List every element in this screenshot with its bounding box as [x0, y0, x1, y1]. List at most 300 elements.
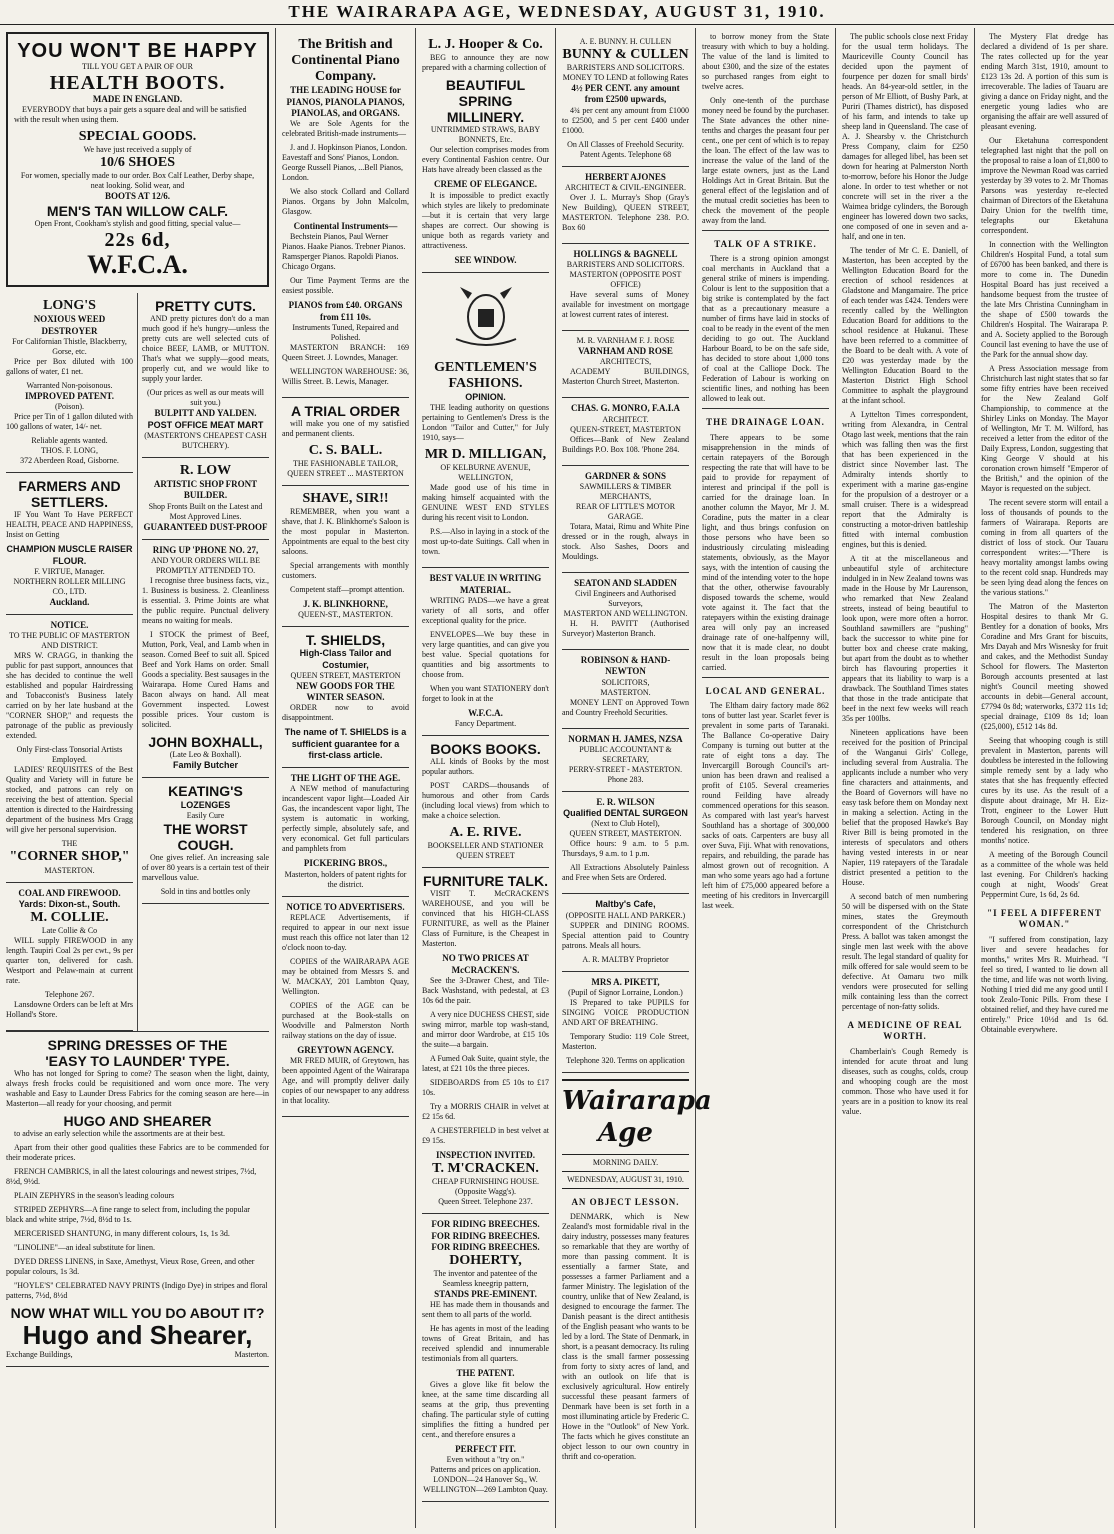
ad-body: AND pretty pictures don't do a man much good if he's hungry—unless the pretty cuts are well selected cuts of choice BEEF, LAMB, or MUTTON. That's what we supply—good meats, properly cut, and we would like to supply your larder.	[142, 314, 269, 384]
ad-body: On All Classes of Freehold Security.	[567, 139, 684, 149]
ad-body: Reliable agents wanted.	[31, 436, 108, 446]
ad-bunny-cullen	[562, 32, 689, 167]
ad-body: Competent staff—prompt attention.	[290, 585, 405, 595]
ad-body: Civil Engineers and Authorised Surveyors,	[575, 589, 676, 609]
ad-headline: GARDNER & SONS	[584, 470, 666, 481]
article-body: Seeing that whooping cough is still prevalent in Masterton, parents will doubtless be interested in the following simple remedy sent by a lady who states that she has frequently effected cures by its use. As the result of a dispute about drainage, Mr H. Eiz-Trott, engineer to the Lower Hutt Borough Council, on Monday night tendered his resignation, on three months' notice.	[981, 736, 1108, 845]
ad-headline: BEAUTIFUL SPRING MILLINERY.	[445, 77, 526, 126]
ad-body: (OPPOSITE HALL AND PARKER.)	[565, 910, 686, 920]
ad-body: J. and J. Hopkinson Pianos, London. Eavestaff and Sons' Pianos, London. George Russell Pianos, ...Bell Pianos, London.	[282, 143, 408, 183]
ad-body: PERRY-STREET - MASTERTON.	[568, 764, 683, 774]
ad-subline: NEW GOODS FOR THE WINTER SEASON.	[296, 680, 395, 703]
article-body: The tender of Mr C. E. Daniell, of Masterton, has been accepted by the Wellington Education Board for the erection of school residences at Gladstone and Mangamaire. The price of each tender was £424. Tenders were recently called by the Wellington Education Board for additions to the school residence at Hukanui. These have been referred to a committee of the Board to be dealt with. A vote of £20 was yesterday made by the Wellington Education Board to the Masterton District High School Committee to asphalt the playground at the infant school.	[842, 246, 968, 405]
ad-headline: HEALTH BOOTS.	[49, 72, 226, 94]
ad-body: FRENCH CAMBRICS, in all the latest colourings and newest stripes, 7½d, 8½d, 9½d.	[6, 1167, 257, 1187]
ad-headline: 'EASY TO LAUNDER' TYPE.	[45, 1053, 230, 1070]
ad-body: Apart from their other good qualities these Fabrics are to be commended for their moderate prices.	[6, 1143, 269, 1163]
ad-subline: NO TWO PRICES AT McCRACKEN'S.	[442, 953, 529, 975]
ad-body: F. VIRTUE, Manager.	[34, 566, 105, 576]
ad-writing-material	[422, 568, 549, 736]
ad-maltby	[562, 894, 689, 971]
ad-body: BOOKSELLER AND STATIONER	[427, 841, 544, 851]
ad-headline: Maltby's Cafe,	[595, 899, 656, 910]
column-1	[0, 28, 276, 1528]
ad-notice-advertisers	[282, 897, 409, 1118]
ad-headline: MR D. MILLIGAN,	[424, 447, 547, 463]
ad-body: MONEY TO LEND at following Rates	[562, 73, 689, 83]
ad-body: Telephone 267.	[44, 990, 95, 1000]
article-body: to borrow money from the State treasury with which to buy a holding. The value of the land is limited to about £300, and the size of the estates so purchased ranges from eight to twelve acres.	[702, 32, 829, 91]
article-title: AN OBJECT LESSON.	[571, 1196, 680, 1207]
ad-body: ORDER now to avoid disappointment.	[282, 703, 409, 723]
ad-body: Price per Box diluted with 100 gallons of water, £1 net.	[6, 356, 133, 376]
ad-body: IF You Want To Have PERFECT HEALTH, PEACE AND HAPPINESS, Insist on Getting	[6, 510, 133, 540]
ad-body: Try a MORRIS CHAIR in velvet at £2 15s 6d.	[422, 1101, 549, 1121]
ad-body: MASTERTON BRANCH: 169 Queen Street. J. Lowndes, Manager.	[282, 342, 409, 362]
ad-body: Made good use of his time in making himself acquainted with the GENUINE WEST END STYLES during his recent visit to London.	[422, 483, 549, 523]
ad-body: BARRISTERS AND SOLICITORS.	[566, 63, 685, 73]
ad-headline: E. R. WILSON	[596, 796, 655, 807]
ad-headline: The British and Continental Piano Company.	[291, 37, 400, 85]
ad-subline: STANDS PRE-EMINENT.	[434, 1289, 537, 1300]
ad-james	[562, 729, 689, 792]
ad-body: ARCHITECT.	[602, 414, 649, 424]
ad-body: VISIT T. McCRACKEN'S WAREHOUSE, and you will be convinced that his HIGH-CLASS FURNITURE, as well as the Plainer Class of Furniture, is the Cheapest in Masterton.	[422, 889, 549, 949]
ad-shave	[282, 486, 409, 627]
ad-headline: BOOKS BOOKS.	[430, 741, 541, 758]
ad-body: Fancy Department.	[454, 719, 517, 729]
ad-ring-up	[142, 540, 269, 779]
ad-piano	[282, 32, 409, 398]
article-body: Nineteen applications have been received for the position of Principal of the Wanganui Girls' College, including several from Australia. The applicants include a number who very fine characters and attainments, and the Board of Governors will have no easy task before them on Monday next in making a selection. Acting in the belief that the proposed Hawke's Bay River Bill is being promoted in the interests of speculators and others having vested interests in or near Napier, 119 ratepayers of the Taradale district presented a petition to the House.	[842, 728, 968, 887]
ad-body: HE has made them in thousands and sent them to all parts of the world.	[422, 1300, 549, 1320]
article-body: The Matron of the Masterton Hospital desires to thank Mr G. Bentley for a donation of books, Mrs Coradine and Mrs Grant for biscuits, Mrs Dayah and Mrs Wisnesky for fruit and cakes, and the Methodist Sunday School for flowers. The Masterton Borough accounts presented at last night's Council meeting showed accounts in debit—General account, £7794 0s 8d; waterworks, £372 11s 1d; special drainage, £109 8s 1d; loan (£25,000), £512 14s 8d.	[981, 602, 1108, 731]
ad-subline: POST OFFICE MEAT MART	[147, 419, 264, 430]
ad-subline: AND YOUR ORDERS WILL BE PROMPTLY ATTENDED TO.	[150, 556, 261, 576]
ad-spring-dresses	[6, 1031, 269, 1367]
ad-body: COPIES of the WAIRARAPA AGE may be obtained from Messrs S. and W. MACKAY, 201 Lambton Quay, Wellington.	[282, 956, 409, 996]
article-title: A MEDICINE OF REAL WORTH.	[847, 1020, 963, 1042]
ad-pretty-cuts	[142, 293, 269, 458]
ad-coal	[6, 883, 133, 1032]
ad-body: A. E. BUNNY. H. CULLEN	[579, 37, 672, 46]
newspaper-flag: Wairarapa Age	[562, 1079, 689, 1155]
ad-body: WILL supply FIREWOOD in any length. Taupiri Coal 2s per cwt., 9s per quarter ton, delivered for cash. Westport and Pelaw-main at current rate.	[6, 936, 133, 986]
ad-headline: M. COLLIE.	[30, 910, 109, 925]
ad-body: ARCHITECTS,	[599, 357, 652, 367]
ad-subline: GUARANTEED DUST-PROOF	[143, 521, 268, 532]
article-title: THE DRAINAGE LOAN.	[706, 417, 825, 428]
ad-hollings	[562, 244, 689, 331]
ad-body: I recognise three business facts, viz., 1. Business is business. 2. Cleanliness is essential. 3. Prime Joints are what the public require. Punctual delivery means no waiting for meals.	[142, 576, 269, 626]
ad-body: Totara, Matai, Rimu and White Pine dressed or in the rough, always in stock. Also Sashes, Doors and Mouldings.	[562, 521, 689, 561]
ad-body: QUEEN STREET	[456, 851, 515, 861]
ad-subline: SEE WINDOW.	[454, 254, 517, 265]
article-body: In connection with the Wellington Children's Hospital Fund, a total sum of £6700 has been banked, and there is more to come in. The Dunedin Hospital Board has just received a handsome bequest from the trustee of the late Mrs Christina Cunningham in the shape of £500 towards the Children's Hospital. The Wairarapa P. and A. Society applied to the Borough Council last evening to have the use of the Park for the annual show day.	[981, 240, 1108, 359]
ad-subline: J. K. BLINKHORNE,	[303, 599, 388, 610]
article-body: The public schools close next Friday for the usual term holidays. The Mauriceville County Council has decided upon the payment of fourpence per dozen for small birds' heads. An 84-year-old settler, in the person of Mr Elliott, of Bushy Park, at Puriri (Thames district), has disposed of his farm, and intends to take up sheep land in Queensland. The case of A. J. Shearsby v. the Christchurch Press Company, claim for £250 damages for alleged libel, has been set down for hearing at Palmerston North to-morrow, before his Honor the Judge alone. In order to test whether or not concrete will set in the river a the Waimea bridge cylinders, the Borough engineer has lowered down two sacks, one composed of one in seven and a-half, and one in ten.	[842, 32, 968, 241]
ad-body: MASTERTON AND WELLINGTON.	[563, 609, 688, 619]
ad-body: Even without a "try on."	[446, 1454, 525, 1464]
ad-body: Lansdowne Orders can be left at Mrs Holland's Store.	[6, 1000, 133, 1020]
ad-headline: VARNHAM AND ROSE	[578, 346, 673, 357]
ad-body: LADIES' REQUISITES of the Best Quality and Variety will in future be stocked, and patrons can rely on receiving the best of attention. Special attention is directed to the Hairdressing department of the business Mrs Cragg will give her personal supervision.	[6, 765, 133, 835]
ad-subline: Qualified DENTAL SURGEON	[563, 808, 688, 819]
ad-body: OF KELBURNE AVENUE, WELLINGTON,	[440, 463, 531, 483]
article-body: There appears to be some misapprehension in the minds of certain ratepayers of the Borough respecting the rate that will have to be paid to provide for repayment of interest and principal if the poll is carried for the drainage loan. In another column the Mayor, Mr J. M. Coradine, puts the matter in a clear light, and thus brings confusion on those persons who have been so industriously circulating misleading statements, obviously, as the Mayor says, with the intention of causing the mind of the intending voter to the hope that the other, otherwise favourably disposed towards the scheme, would vote against it. The fact that the ratepayers within the existing drainage area will only pay an increased drainage rate of one-halfpenny will, now that it is made clear, no doubt result in the loan proposals being carried.	[702, 432, 829, 672]
ad-body: Open Front, Cookham's stylish and good fitting, special value—	[34, 218, 241, 228]
ad-body: MERCERISED SHANTUNG, in many different colours, 1s, 1s 3d.	[14, 1229, 230, 1239]
ad-subline: LOZENGES	[180, 799, 231, 810]
ad-furniture	[422, 868, 549, 1214]
ad-body: WELLINGTON—269 Lambton Quay.	[423, 1484, 548, 1494]
ad-robinson	[562, 650, 689, 729]
ad-body: It is impossible to predict exactly which styles are likely to predominate—but it is certain that very large shapes are correct. Our showing is unique both as regards variety and attractiveness.	[422, 190, 549, 250]
ad-body: For Californian Thistle, Blackberry, Gorse, etc.	[12, 336, 127, 356]
ad-subline: INSPECTION INVITED.	[435, 1149, 536, 1160]
ad-body: UNTRIMMED STRAWS, BABY BONNETS, Etc.	[430, 125, 541, 145]
ad-subline: BULPITT AND YALDEN.	[154, 408, 257, 419]
ad-body: BARRISTERS AND SOLICITORS.	[566, 260, 685, 270]
ad-body: WRITING PADS—we have a great variety of all sorts, and offer exceptional quality for the price.	[422, 595, 549, 625]
ad-body: ACADEMY BUILDINGS, Masterton Church Street, Masterton.	[562, 367, 689, 387]
ad-body: 372 Aberdeen Road, Gisborne.	[20, 456, 119, 466]
ad-subline: 4½ PER CENT. any amount from £2500 upwards,	[571, 83, 680, 105]
ad-body: WELLINGTON WAREHOUSE: 36, Willis Street. B. Lewis, Manager.	[282, 366, 409, 386]
column-3	[416, 28, 556, 1528]
ad-body: REAR OF LITTLE'S MOTOR GARAGE.	[575, 501, 676, 521]
ad-headline: SPECIAL GOODS.	[78, 129, 197, 145]
ad-body: THE	[61, 839, 78, 849]
ad-body: Late Collie & Co	[41, 926, 98, 936]
ad-headline: T. M'CRACKEN.	[432, 1161, 539, 1177]
article-body: DENMARK, which is New Zealand's most formidable rival in the dairy industry, possesses many features so remarkable that they are worthy of more than passing comment. It is essentially a farmer State, and possesses a farmer Parliament and a farmer Ministry. The legislation of the country, unlike that of New Zealand, is designed to encourage the farmer. The Danish peasant is the direct antithesis of the English peasant who wants to be led by a lord. The State of Denmark, in short, is a peasant democracy. Its ruling class is the small farmer possessing from forty to sixty acres of land, and with an outlook on life that is exclusively agricultural. How entirely successful these peasant farmers of Denmark have been is set forth in a most illuminating article by Frederic C. Howe in the "Outlook" of New York. The facts which he gives constitute an object lesson to our own country in thrift and co-operation.	[562, 1212, 689, 1462]
ad-body: Special arrangements with monthly customers.	[282, 561, 409, 581]
article-body: The Mystery Flat dredge has declared a dividend of 1s per share. The rates collected up for the year ending March 31st, 1910, amount to £123 13s 2d. A portion of this sum is irrecoverable. The ladies of Tauaru are giving a dance on Friday night, and the energetic young ladies who are organising the affair are well assured of pleasant evening.	[981, 32, 1108, 131]
ad-subline: FOR RIDING BREECHES.	[431, 1219, 540, 1230]
ad-body: We also stock Collard and Collard Pianos. Organs by John Malcolm, Glasgow.	[282, 187, 409, 217]
ad-body: QUEEN-STREET, MASTERTON	[570, 424, 681, 434]
ad-gardner	[562, 466, 689, 573]
ad-brand: W.F.C.A.	[87, 249, 188, 279]
ad-headline: NOW WHAT WILL YOU DO ABOUT IT?	[10, 1305, 265, 1322]
ad-body: The inventor and patentee of the Seamless kneegrip pattern,	[433, 1269, 538, 1289]
ad-body: Our selection comprises modes from every Continental Fashion centre. Our Hats have already been classed as the	[422, 145, 549, 175]
ad-subline: PIANOS from £40. ORGANS from £11 10s.	[288, 300, 403, 322]
article-body: A second batch of men numbering 50 will be dispersed with on the State mines, states the Greymouth correspondent of the Christchurch Press. A ballot was taken amongst the single men last week with the above result. The legal standard of quality for milk offered for sale would seem to be defective. At Oamaru two milk vendors were prosecuted for selling milk containing less than the correct percentage of non-fatty solids.	[842, 892, 968, 1011]
ad-body: Only First-class Tonsorial Artists Employed.	[16, 745, 123, 765]
ad-subline: CHAMPION MUSCLE RAISER FLOUR.	[6, 544, 133, 566]
ad-body: Shop Fronts Built on the Latest and Most Approved Lines.	[148, 501, 263, 521]
ad-headline: GENTLEMEN'S FASHIONS.	[434, 359, 537, 391]
ad-body: 4¾ per cent any amount from £1000 to £2500, and 5 per cent £400 under £1000.	[562, 105, 689, 135]
ad-body: (Late Leo & Boxhall).	[169, 750, 242, 760]
ad-subline: OPINION.	[465, 392, 506, 403]
ad-body: THOS. F. LONG,	[41, 446, 98, 456]
ad-subline: PICKERING BROS.,	[303, 858, 388, 869]
ad-body: SAWMILLERS & TIMBER MERCHANTS,	[579, 481, 672, 501]
ad-body: When you want STATIONERY don't forget to look in at the	[422, 683, 549, 703]
ad-body: MR FRED MUIR, of Greytown, has been appointed Agent of the Wairarapa Age, and will promptly deliver daily copies of our newspaper to any address in that locality.	[282, 1056, 409, 1106]
ad-body: ARCHITECT & CIVIL-ENGINEER.	[565, 182, 686, 192]
column-5	[696, 28, 836, 1528]
ad-body: SOLICITORS,	[601, 677, 650, 687]
ad-body: Phone 283.	[607, 774, 644, 784]
ad-body: (MASTERTON'S CHEAPEST CASH BUTCHERY).	[144, 430, 267, 450]
ad-headline: FARMERS AND SETTLERS.	[18, 478, 121, 511]
ad-jones	[562, 167, 689, 244]
ad-body: PUBLIC ACCOUNTANT & SECRETARY,	[579, 744, 672, 764]
ad-body: "HOYLE'S" CELEBRATED NAVY PRINTS (Indigo Dye) in stripes and floral patterns, 7½d, 8½d	[6, 1281, 268, 1301]
ad-seaton	[562, 573, 689, 650]
ad-body: MRS W. CRAGG, in thanking the public for past support, announces that she has decided to continue the well established and popular Hairdressing and Tobacconist's Business lately carried on by her late husband at the "CORNER SHOP," and requests the patronage of the public as previously extended.	[6, 651, 133, 741]
ad-body: NORTHERN ROLLER MILLING CO., LTD.	[13, 576, 126, 596]
royal-crest-icon	[422, 279, 549, 349]
ad-wilson	[562, 792, 689, 895]
ad-headline: L. J. Hooper & Co.	[428, 37, 543, 52]
ad-subline: The name of T. SHIELDS is a sufficient guarantee for a first-class article.	[284, 727, 407, 760]
ad-body: STRIPED ZEPHYRS—A fine range to select from, including the popular black and white stripe, 7½d, 8½d to 1s.	[6, 1205, 250, 1225]
ad-headline: HERBERT AJONES	[585, 171, 666, 182]
ad-body: Masterton, holders of patent rights for the district.	[284, 869, 407, 889]
ad-headline: NORMAN H. JAMES, NZSA	[568, 733, 683, 744]
article-body: Our Eketahuna correspondent telegraphed last night that the poll on the proposal to raise a loan of £1,800 to improve the Newman Road was carried yesterday by 39 votes to 2. Mr Thomas Parsons was yesterday re-elected chairman of Directors of the Eketahuna Dairy Union for the twelfth time, telegraphs our Eketahuna correspondent.	[981, 136, 1108, 235]
ad-body: QUEEN STREET, MASTERTON	[290, 670, 401, 680]
column-7	[975, 28, 1114, 1528]
ad-body: MONEY LENT on Approved Town and Country Freehold Securities.	[562, 697, 689, 717]
ad-body: Offices—Bank of New Zealand Buildings P.O. Box 108. 'Phone 284.	[562, 434, 689, 454]
ad-headline: MEN'S TAN WILLOW CALF.	[46, 202, 229, 219]
ad-subline: W.F.C.A.	[468, 707, 503, 718]
edition-date: WEDNESDAY, AUGUST 31, 1910.	[562, 1172, 689, 1189]
ad-body: "LINOLINE"—an ideal substitute for linen.	[14, 1243, 155, 1253]
ad-body: M. R. VARNHAM F. J. ROSE	[576, 336, 675, 346]
ad-headline: LONG'S	[43, 298, 96, 314]
ad-keatings	[142, 778, 269, 904]
ad-subline: THE LEADING HOUSE for PIANOS, PIANOLA PIANOS, PIANOLAS, and ORGANS.	[286, 85, 405, 118]
ad-body: Patent Agents. Telephone 68	[579, 149, 672, 159]
ad-subline: MADE IN ENGLAND.	[92, 94, 183, 104]
ad-body: MASTERTON.	[600, 687, 651, 697]
ad-headline: NOTICE.	[50, 620, 89, 631]
ad-headline: BUNNY & CULLEN	[562, 47, 689, 62]
ad-headline: MRS A. PIKETT,	[591, 976, 660, 987]
ad-headline: BEST VALUE IN WRITING MATERIAL.	[429, 573, 542, 595]
ad-headline: HUGO AND SHEARER	[63, 1113, 212, 1130]
ad-body: Have several sums of Money available for investment on mortgage at lowest current rates of interest.	[562, 290, 689, 320]
ad-subline: BOOTS AT 12/6.	[105, 191, 170, 202]
ad-varnham	[562, 331, 689, 398]
article-title: "I FEEL A DIFFERENT WOMAN."	[987, 908, 1102, 930]
ad-subline: FOR RIDING BREECHES.	[431, 1230, 540, 1241]
ad-headline: "CORNER SHOP,"	[9, 849, 130, 865]
article-body: The recent severe storm will entail a loss of thousands of pounds to the farmers of Wairarapa. Reports are coming in from all quarters of the district of loss of stock. Our Tauaru correspondent writes:—"There is heavy mortality amongst lambs owing to the recent cold snap. Hundreds may be seen lying dead along the fences on the various stations."	[981, 498, 1108, 597]
ad-body: Bechstein Pianos, Paul Werner Pianos. Haake Pianos. Trebner Pianos. Ramsperger Pianos. Rapoldi Pianos. Chicago Organs.	[282, 232, 406, 272]
ad-subline: TILL YOU GET A PAIR OF OUR	[82, 62, 193, 71]
ad-body: Sold in tins and bottles only	[160, 886, 251, 896]
divider	[702, 408, 829, 409]
article-body: The Eltham dairy factory made 862 tons of butter last year. Scarlet fever is prevalent in some parts of Taranaki. The Ballance Co-operative Dairy Company is turning out butter at the rate of eight tons a day. The Invercargill Borough Council's art-union has been drawn and realised a profit of £105. Several creameries round Feilding have already commenced operations for this season. As compared with last year's harvest Southland has a shortage of 300,000 sacks of oats. Carpenters are busy all over Suva, Fiji. What with renovations, repairs, and rebuilding, the parade has almost grown out of recognition. A man who some years ago had a fortune left him of £75,000 appeared before a meeting of his creditors in Invercargill last week.	[702, 700, 829, 910]
ad-body: SIDEBOARDS from £5 10s to £17 10s.	[422, 1077, 549, 1097]
article-body: "I suffered from constipation, lazy liver and severe headaches for months," writes Mrs R. Muirhead. "I feel so tired, I wanted to lie down all the time, and life was not worth living. Nothing I tried did me any good until I took Zealo-Tonic Pills. From these I obtained relief, and they have cured me entirely." Price 10½d and 1s 6d. Obtainable everywhere.	[981, 934, 1108, 1034]
ad-subline: GREYTOWN AGENCY.	[297, 1044, 394, 1055]
ad-body: See the 3-Drawer Chest, and Tile-Back Washstand, with pedestal, at £3 10s 6d the pair.	[422, 975, 549, 1005]
ad-headline: KEATING'S	[168, 783, 243, 800]
ad-body: LONDON—24 Hanover Sq., W.	[433, 1474, 538, 1484]
ad-address: Masterton.	[234, 1350, 269, 1360]
ad-headline: C. S. BALL.	[308, 442, 383, 458]
ad-body: THE leading authority on questions pertaining to Gentlemen's Dress is the London "Tailor and Cutter," for July 1910, says—	[422, 403, 549, 443]
ad-body: Office hours: 9 a.m. to 5 p.m. Thursdays, 9 a.m. to 1 p.m.	[562, 839, 689, 859]
article-body: Chamberlain's Cough Remedy is intended for acute throat and lung diseases, such as coughs, colds, croup and whooping cough are the most common. Those who have used it for years are in a position to know its real value.	[842, 1046, 968, 1116]
article-body: A Lyttelton Times correspondent, writing from Alexandra, in Central Otago last week, mentions that the rain which was falling then was the first that has been experienced in the district since November last. The Admiralty intends shortly to experiment with a marine gas-engine for the propulsion of a destroyer or a small cruiser. There is a widespread report that the Admiralty is constructing a motor-driven battleship fitted with internal combustion engines, but this is denied.	[842, 410, 968, 549]
ad-body: Temporary Studio: 119 Cole Street, Masterton.	[562, 1031, 689, 1051]
masthead: THE WAIRARAPA AGE, WEDNESDAY, AUGUST 31, 1910.	[0, 0, 1114, 25]
ad-body: Queen Street. Telephone 237.	[438, 1197, 533, 1207]
ad-body: Price per Tin of 1 gallon diluted with 100 gallons of water, 14/- net.	[6, 412, 133, 432]
ad-light	[282, 768, 409, 897]
ad-body: A CHESTERFIELD in best velvet at £9 15s.	[422, 1125, 549, 1145]
ad-body: QUEEN STREET ... MASTERTON	[287, 468, 404, 478]
ad-body: A very nice DUCHESS CHEST, side swing mirror, marble top wash-stand, and mirror door Wardrobe, at £15 10s the suite—a bargain.	[422, 1009, 549, 1049]
ad-headline: RING UP 'PHONE NO. 27,	[152, 544, 259, 555]
ad-body: EVERYBODY that buys a pair gets a square deal and will be satisfied with the result when using them.	[14, 105, 247, 125]
ad-body: POST CARDS—thousands of humorous and other from Cards (including local views) from which to make a choice selection.	[422, 781, 549, 821]
ad-body: REPLACE Advertisements, if required to appear in our next issue must reach this office not later than 12 o'clock noon to-day.	[282, 912, 409, 952]
ad-body: QUEEN-ST., MASTERTON.	[298, 610, 393, 620]
column-6	[836, 28, 975, 1528]
ad-subline: Auckland.	[49, 596, 90, 607]
edition-label: MORNING DAILY.	[562, 1155, 689, 1172]
ad-subline: TO THE PUBLIC OF MASTERTON AND DISTRICT.	[9, 631, 130, 651]
ad-longs	[6, 293, 133, 473]
ad-doherty	[422, 1214, 549, 1502]
ad-body: H. H. PAVITT (Authorised Surveyor) Masterton Branch.	[562, 619, 689, 639]
ad-health-boots	[6, 32, 269, 287]
article-body: There is a strong opinion amongst coal merchants in Auckland that a general strike of miners is impending. Colour is lent to the supposition that a big strike is contemplated by the fact that as a precautionary measure a number of firms have laid in stocks of coal to be ready in the event of the men deciding to go out. The Auckland Harbour Board, to be on the safe side, has decided to store about 1,000 tons of coal at the Calliope Dock. The Federation of Labour is working on scientific lines, and nothing has been allowed to leak out.	[702, 254, 829, 404]
article-body: Only one-tenth of the purchase money need be found by the purchaser. The State advances the other nine-tenths and charges the peasant four per cent., one per cent of which is to repay the loan. The effect of the law was to increase the value of the land of the large estate owners, just as the Land Holdings Act in Great Britain. But the general effect of the legislation and of the mutual credit societies has been to check the movement of the people away from the land.	[702, 96, 829, 225]
article-body: A Press Association message from Christchurch last night states that so far some fifty entries have been received for the New Zealand Golf Championship, to commence at the Shirley Links on Monday. The Mayor of Wellington, Mr T. M. Wilford, has received a letter from the editor of the Daily Express, London, suggesting that King George V should at his coronation crown himself "Emperor of the British," and the opinion of the Mayor is requested on the subject.	[981, 364, 1108, 493]
ad-subline: Family Butcher	[172, 760, 239, 771]
ad-gentlemen	[422, 355, 549, 569]
ad-body: MASTERTON.	[44, 865, 95, 875]
ad-r-low	[142, 458, 269, 540]
ad-books	[422, 736, 549, 868]
ad-headline: A. E. RIVE.	[449, 825, 522, 841]
ad-body: to advise an early selection while the assortments are at their best.	[14, 1129, 226, 1139]
ad-body: REMEMBER, when you want a shave, that J. K. Blinkhorne's Saloon is the most popular in Masterton. Appointments are equal to the best city saloons.	[282, 507, 409, 557]
ad-headline: NOTICE TO ADVERTISERS.	[286, 901, 405, 912]
ad-body: (Pupil of Signor Lorraine, London.)	[568, 987, 683, 997]
ad-body: He has agents in most of the leading towns of Great Britain, and has received splendid and innumerable testimonials from all quarters.	[422, 1324, 549, 1364]
ad-headline: THE LIGHT OF THE AGE.	[290, 773, 401, 784]
ad-body: Our Time Payment Terms are the easiest possible.	[282, 276, 409, 296]
ad-subline: Continental Instruments—	[293, 221, 398, 232]
ad-notice	[6, 615, 133, 882]
ad-subline: Yards: Dixon-st., South.	[18, 898, 121, 909]
ad-headline: THE WORST COUGH.	[163, 820, 248, 853]
ad-body: Over J. L. Murray's Shop (Gray's New Building), QUEEN STREET, MASTERTON. Telephone 238. P.O. Box 60	[562, 192, 689, 232]
column-4	[556, 28, 712, 1528]
ad-body: P.S.—Also in laying in a stock of the most up-to-date Suitings. Call when in town.	[422, 527, 549, 557]
ad-value-clothes	[282, 398, 409, 486]
article-body: A meeting of the Borough Council as a committee of the whole was held last evening. For Children's hacking cough at night, Woods' Great Peppermint Cure, 1s 6d, 2s 6d.	[981, 850, 1108, 899]
ad-body: For women, specially made to our order. Box Calf Leather, Derby shape, neat looking. Solid wear, and	[20, 171, 255, 191]
ad-headline: SHAVE, SIR!!	[302, 490, 389, 506]
ad-body: ENVELOPES—We buy these in very large quantities, and can give you best value. Special quotations for quantities and big assortments to choose from.	[422, 629, 549, 679]
ad-headline: YOU WON'T BE HAPPY	[17, 40, 258, 62]
ad-headline: CHAS. G. MONRO, F.A.I.A	[571, 403, 680, 414]
ad-body: Warranted Non-poisonous.	[26, 380, 113, 390]
ad-subline: FOR RIDING BREECHES.	[431, 1241, 540, 1252]
ad-subline: High-Class Tailor and Costumier,	[299, 648, 392, 670]
ad-subline: CREME OF ELEGANCE.	[434, 179, 537, 190]
ad-subline: THE PATENT.	[456, 1368, 515, 1379]
ad-headline: ROBINSON & HAND-NEWTON	[580, 655, 671, 677]
ad-body: (Opposite Wagg's).	[454, 1187, 517, 1197]
ad-body: A Fumed Oak Suite, quaint style, the latest, at £21 10s the three pieces.	[422, 1053, 549, 1073]
ad-headline: HOLLINGS & BAGNELL	[573, 248, 678, 259]
ad-price: 22s 6d,	[104, 228, 171, 251]
ad-subline: ARTISTIC SHOP FRONT BUILDER.	[153, 479, 258, 501]
ad-body: (Our prices as well as our meats will suit you.)	[146, 388, 265, 408]
ad-shields	[282, 627, 409, 768]
ad-headline: PRETTY CUTS.	[155, 298, 256, 315]
ad-body: Patterns and prices on application.	[430, 1464, 541, 1474]
ad-brand: Hugo and Shearer,	[22, 1320, 253, 1351]
ad-body: One gives relief. An increasing sale of over 80 years is a certain test of their marvellous value.	[142, 852, 269, 882]
article-title: LOCAL AND GENERAL.	[705, 685, 826, 696]
ad-body: DYED DRESS LINENS, in Saxe, Amethyst, Vieux Rose, Green, and other popular colours, 1s 3d.	[6, 1257, 255, 1277]
divider	[702, 677, 829, 678]
ad-body: BEG to announce they are now prepared with a charming collection of	[422, 53, 549, 73]
ad-headline: JOHN BOXHALL,	[148, 734, 263, 751]
ad-headline: T. SHIELDS,	[305, 632, 386, 649]
ad-body: A. R. MALTBY Proprietor	[582, 954, 669, 964]
ad-body: QUEEN STREET, MASTERTON.	[569, 829, 682, 839]
ad-body: COPIES of the AGE can be purchased at the Book-stalls on Woodville and Palmerston North railway stations on the day of issue.	[282, 1000, 409, 1040]
ad-headline: DOHERTY,	[449, 1253, 522, 1269]
ad-headline: A TRIAL ORDER	[291, 402, 400, 419]
ad-body: (Next to Club Hotel),	[591, 819, 660, 829]
ad-subline: NOXIOUS WEED DESTROYER	[33, 314, 106, 336]
ad-farmers	[6, 473, 133, 615]
ad-headline: R. LOW	[179, 462, 232, 478]
ad-body: PLAIN ZEPHYRS in the season's leading colours	[14, 1191, 175, 1201]
article-title: TALK OF A STRIKE.	[714, 239, 817, 249]
ad-body: We are Sole Agents for the celebrated British-made instruments—	[282, 119, 409, 139]
divider	[702, 230, 829, 231]
column-2	[276, 28, 416, 1528]
ad-body: Telephone 320. Terms on application	[566, 1055, 685, 1065]
article-body: A tit at the miscellaneous and unbeautiful style of architecture indulged in in New Zealand towns was made in the House by Mr Laurenson, who remarked that New Zealand streets, instead of being beautiful to look upon, were more often a horror. Southland sawmillers are "pushing" back the successor to white pine for butter box and cheese crate making, but apart from the doubt as to whether birch has flavouring properties it appears that its liability to warp is a drawback. The Southland Times states that those in the trade anticipate that beef in the next few weeks will reach 35s per 100lbs.	[842, 554, 968, 723]
ad-subline: PERFECT FIT.	[455, 1443, 516, 1454]
ad-headline: SPRING DRESSES OF THE	[47, 1037, 228, 1054]
ad-body: IS Prepared to take PUPILS for SINGING VOICE PRODUCTION AND ART OF BREATHING.	[562, 997, 689, 1027]
ad-body: All Extractions Absolutely Painless and Free when Sets are Ordered.	[562, 863, 689, 883]
ad-hooper	[422, 32, 549, 273]
ad-body: SUPPER and DINING ROOMS. Special attention paid to Country patrons. Meals all hours.	[562, 920, 689, 950]
ad-subline: IMPROVED PATENT.	[25, 390, 114, 401]
ad-body: ALL kinds of Books by the most popular authors.	[422, 757, 549, 777]
ad-body: will make you one of my satisfied and permanent clients.	[282, 418, 409, 438]
ad-body: A NEW method of manufacturing incandescent vapor light—Loaded Air Gas, the incandescent vapor light, The system is automatic in working, perfectly simple, absolutely safe, and very economical. Get full particulars and pamphlets from	[282, 784, 409, 854]
ad-body: THE FASHIONABLE TAILOR,	[292, 458, 399, 468]
ad-body: (Poison).	[54, 402, 85, 412]
ad-body: MASTERTON (OPPOSITE POST OFFICE)	[569, 270, 682, 290]
ad-body: Who has not longed for Spring to come? The season when the light, dainty, always fresh frocks could be requisitioned and worn once more. The very washable and Easy to Launder Dress Fabrics for the coming season are here—in Masterton—all ready for your choosing, and permit	[6, 1069, 269, 1109]
ad-pikett	[562, 972, 689, 1073]
